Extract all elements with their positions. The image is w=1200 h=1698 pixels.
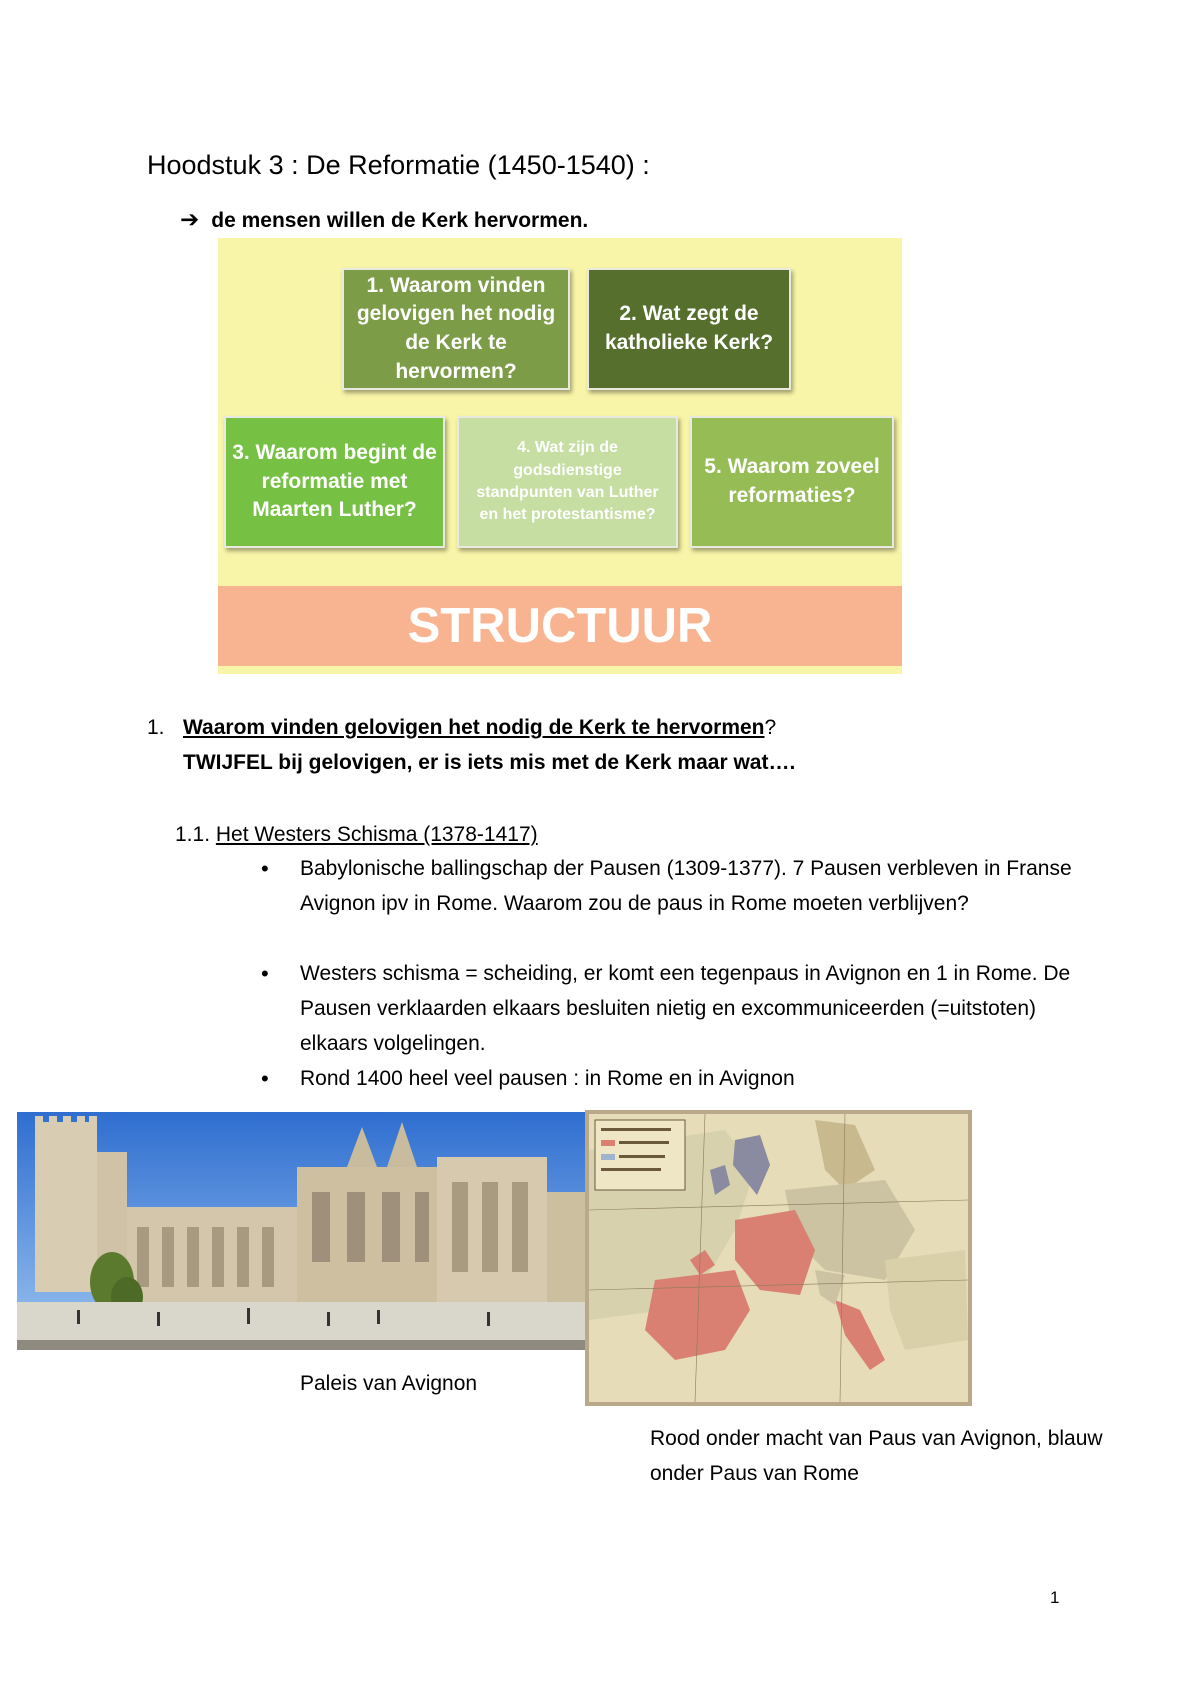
subsection-title: Het Westers Schisma (1378-1417) <box>215 823 538 846</box>
diagram-box-4: 4. Wat zijn de godsdienstige standpunten van Luther en het protestantisme? <box>457 416 678 548</box>
diagram-box-3: 3. Waarom begint de reformatie met Maarten Luther? <box>224 416 445 548</box>
page-number: 1 <box>1050 1588 1060 1607</box>
map-caption: Rood onder macht van Paus van Avignon, blauw onder Paus van Rome <box>650 1427 1103 1485</box>
bullet-icon: • <box>261 1066 269 1091</box>
schism-map <box>585 1110 972 1406</box>
bullet-item-2: Westers schisma = scheiding, er komt een tegenpaus in Avignon en 1 in Rome. De Pausen verklaarden elkaars besluiten nietig en excommuniceerden (=uitstoten) elkaars volgelingen. <box>300 962 1071 1055</box>
diagram-box-1: 1. Waarom vinden gelovigen het nodig de Kerk te hervormen? <box>342 268 570 390</box>
diagram-box-2: 2. Wat zegt de katholieke Kerk? <box>587 268 791 390</box>
avignon-palace-photo <box>17 1112 585 1350</box>
structure-diagram <box>218 238 902 674</box>
subsection-heading <box>175 823 538 847</box>
subsection-number: 1.1. <box>175 823 211 846</box>
section-number: 1. <box>147 716 165 739</box>
section-title-text: Waarom vinden gelovigen het nodig de Kerk te hervormen <box>183 716 765 739</box>
bullet-item-3: Rond 1400 heel veel pausen : in Rome en in Avignon <box>300 1067 795 1090</box>
intro-text: de mensen willen de Kerk hervormen. <box>211 209 589 232</box>
section-subtitle: TWIJFEL bij gelovigen, er is iets mis met de Kerk maar wat…. <box>183 751 796 774</box>
bullet-icon: • <box>261 961 269 986</box>
arrow-right-icon: ➔ <box>180 206 200 232</box>
section-title <box>183 716 776 740</box>
section-title-suffix: ? <box>764 716 777 739</box>
diagram-box-5: 5. Waarom zoveel reformaties? <box>690 416 894 548</box>
structuur-banner: STRUCTUUR <box>218 586 902 666</box>
photo-caption: Paleis van Avignon <box>300 1372 478 1395</box>
bullet-icon: • <box>261 856 269 881</box>
bullet-item-1: Babylonische ballingschap der Pausen (1309-1377). 7 Pausen verbleven in Franse Avignon ipv in Rome. Waarom zou de paus in Rome moeten verblijven? <box>300 857 1072 915</box>
page-title: Hoodstuk 3 : De Reformatie (1450-1540) : <box>147 150 650 180</box>
intro-line <box>180 206 588 233</box>
